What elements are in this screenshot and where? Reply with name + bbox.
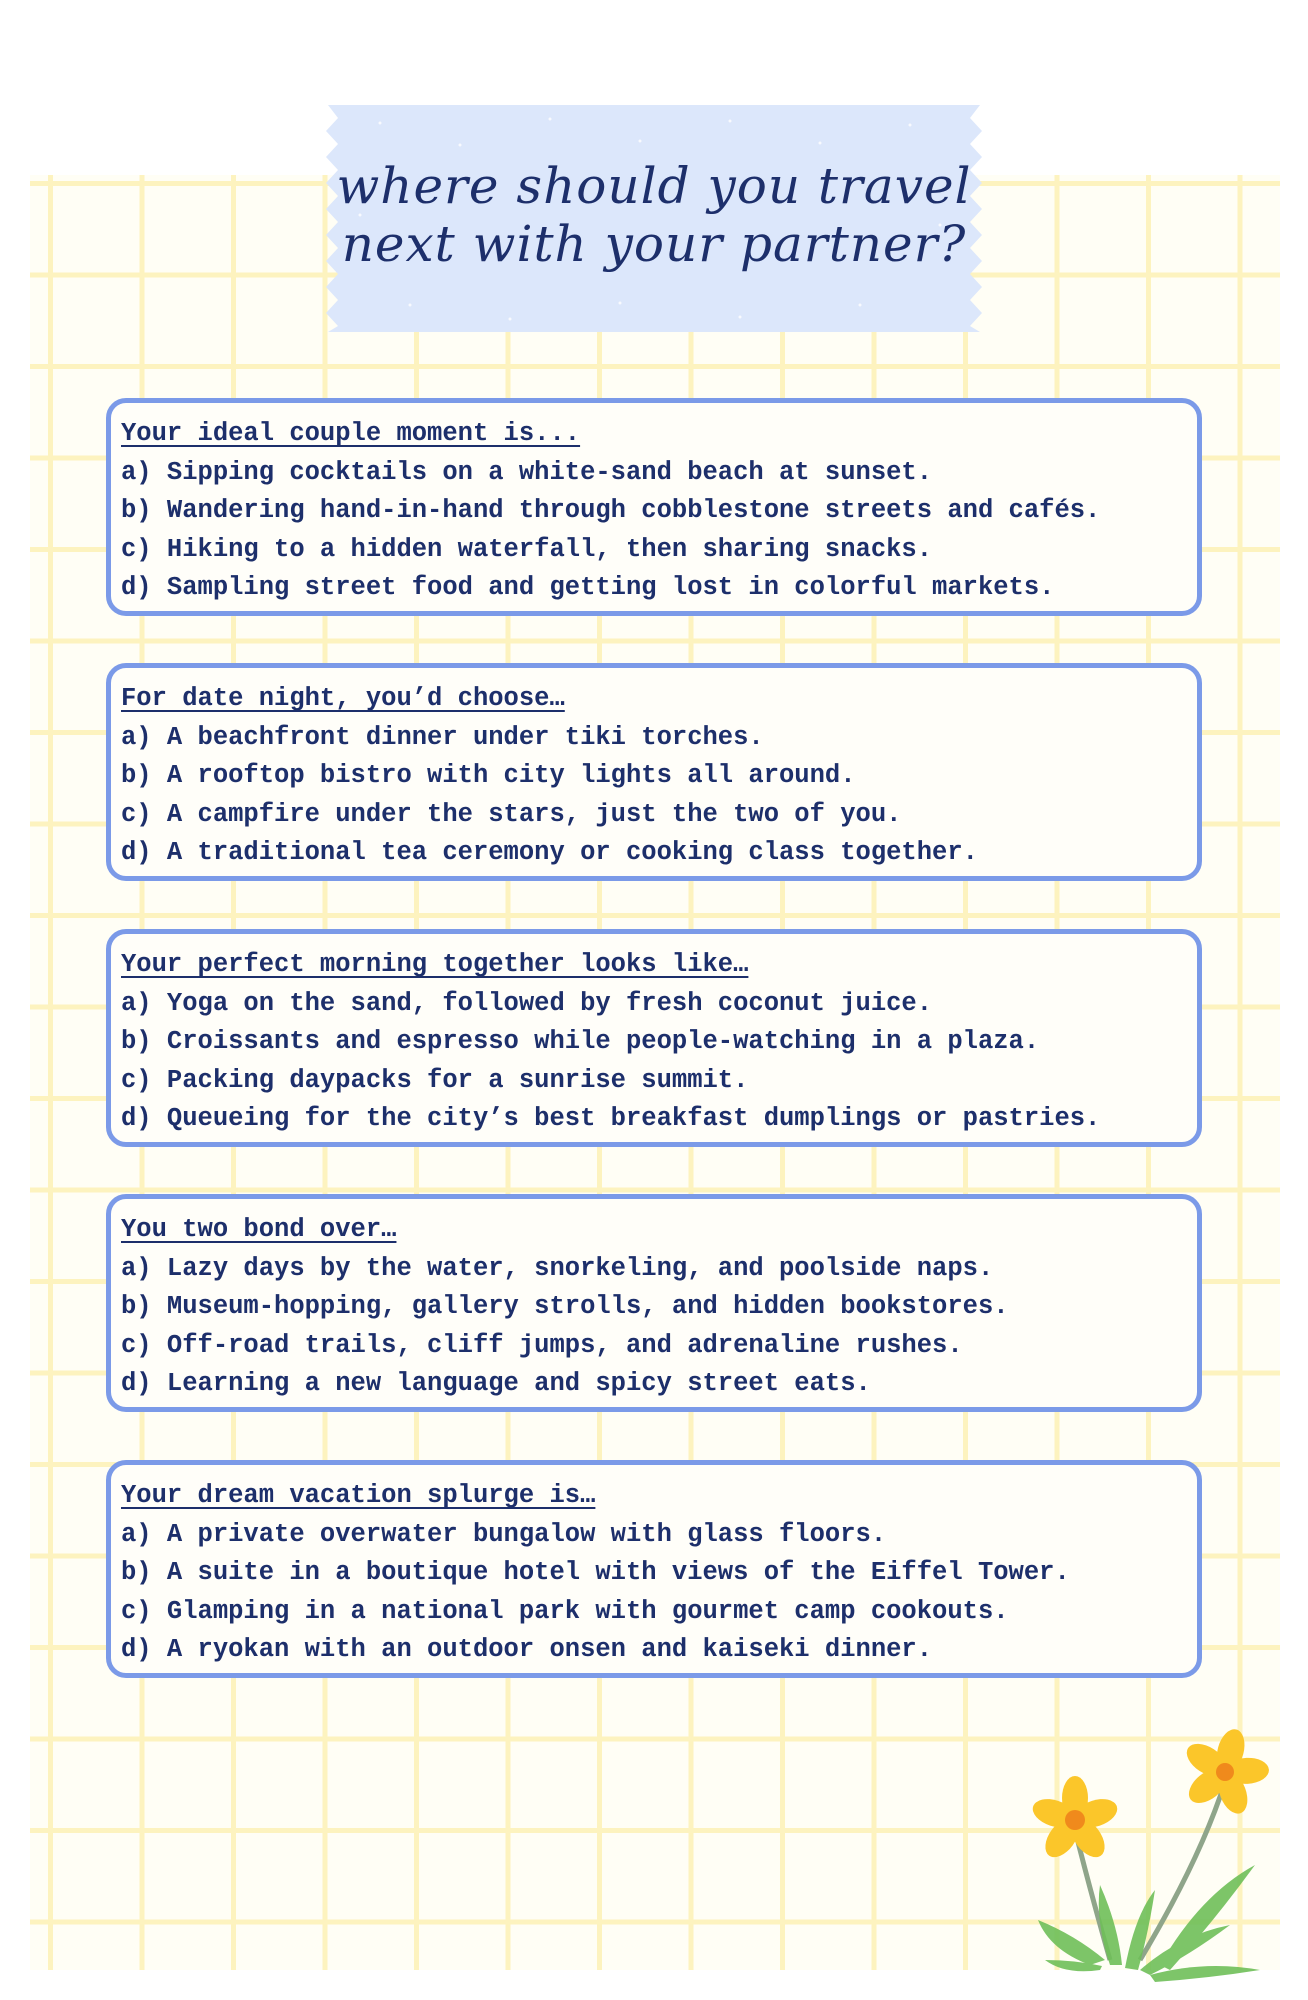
answer-option-d: d) Sampling street food and getting lost in colorful markets. (121, 573, 1055, 602)
title-line-1: where should you travel (336, 157, 972, 215)
answer-option-b: b) A rooftop bistro with city lights all around. (121, 761, 856, 790)
answer-option-d: d) Learning a new language and spicy street eats. (121, 1369, 871, 1398)
question-card-1 (106, 398, 1202, 616)
answer-option-c: c) Packing daypacks for a sunrise summit. (121, 1065, 749, 1095)
answer-option-a: a) Sipping cocktails on a white-sand beach at sunset. (121, 457, 933, 487)
yellow-daffodil-flowers-icon (1030, 1720, 1300, 1990)
answer-option-a: a) A beachfront dinner under tiki torches. (121, 722, 764, 752)
flower-illustration (1030, 1720, 1300, 1990)
answer-option-b: b) A suite in a boutique hotel with views of the Eiffel Tower. (121, 1558, 1070, 1587)
answer-option-b: b) Wandering hand-in-hand through cobblestone streets and cafés. (121, 496, 1101, 525)
question-card-5 (106, 1460, 1202, 1678)
answer-option-d: d) A ryokan with an outdoor onsen and kaiseki dinner. (121, 1635, 933, 1664)
question-prompt: Your dream vacation splurge is… (121, 1481, 596, 1510)
question-prompt: You two bond over… (121, 1215, 397, 1244)
answer-option-c: c) A campfire under the stars, just the two of you. (121, 799, 902, 829)
answer-option-a: a) Yoga on the sand, followed by fresh coconut juice. (121, 988, 933, 1018)
answer-option-c: c) Hiking to a hidden waterfall, then sharing snacks. (121, 534, 933, 564)
answer-option-d: d) A traditional tea ceremony or cooking class together. (121, 838, 978, 867)
question-prompt: For date night, you’d choose… (121, 684, 565, 713)
page-title (320, 157, 988, 273)
title-banner (320, 105, 988, 332)
answer-option-b: b) Museum-hopping, gallery strolls, and hidden bookstores. (121, 1292, 1009, 1321)
answer-option-a: a) A private overwater bungalow with glass floors. (121, 1519, 887, 1549)
title-line-2: next with your partner? (341, 215, 967, 273)
question-card-2 (106, 663, 1202, 881)
answer-option-d: d) Queueing for the city’s best breakfast dumplings or pastries. (121, 1104, 1101, 1133)
answer-option-b: b) Croissants and espresso while people-watching in a plaza. (121, 1027, 1040, 1056)
answer-option-c: c) Off-road trails, cliff jumps, and adrenaline rushes. (121, 1330, 963, 1360)
answer-option-a: a) Lazy days by the water, snorkeling, and poolside naps. (121, 1253, 994, 1283)
question-prompt: Your ideal couple moment is... (121, 419, 581, 448)
question-prompt: Your perfect morning together looks like… (121, 950, 749, 979)
question-card-3 (106, 929, 1202, 1147)
question-card-4 (106, 1194, 1202, 1412)
answer-option-c: c) Glamping in a national park with gourmet camp cookouts. (121, 1596, 1009, 1626)
